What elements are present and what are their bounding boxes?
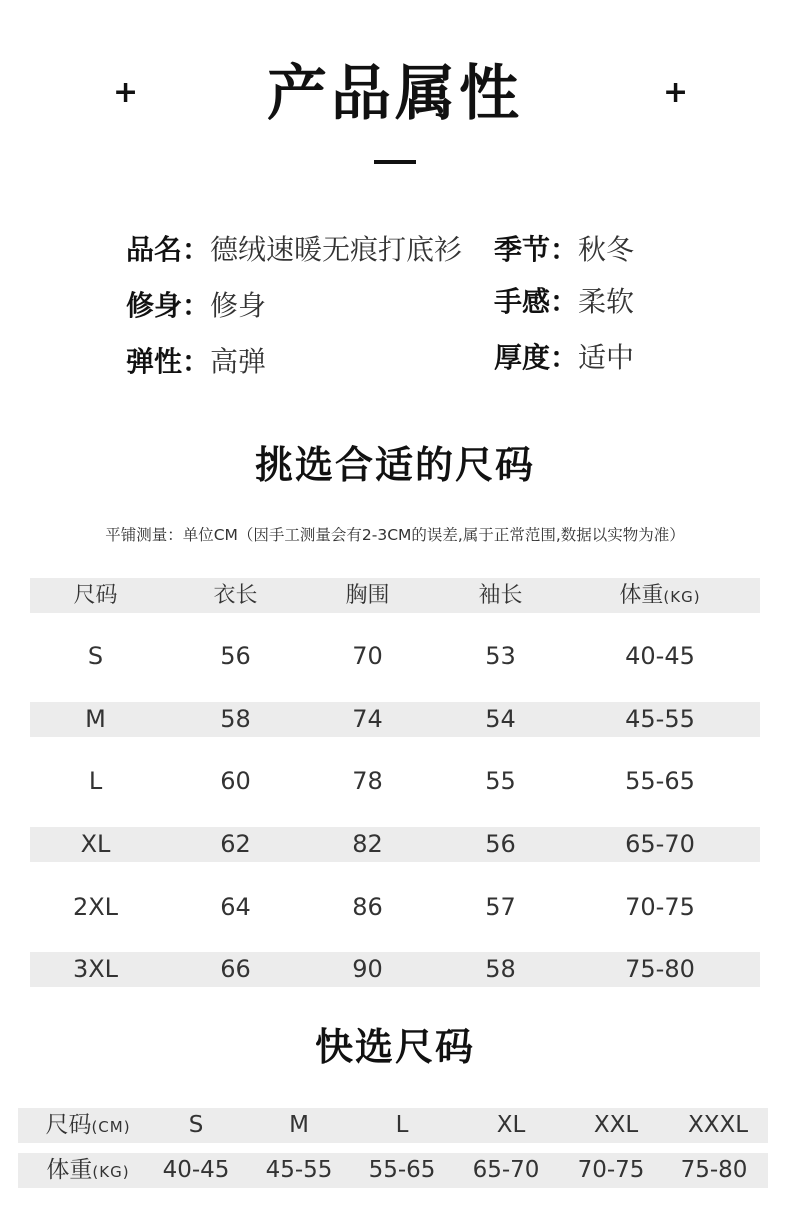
cell-chest: 82 xyxy=(352,830,383,858)
quick-size-cell: XL xyxy=(496,1112,526,1138)
cell-chest: 74 xyxy=(352,705,383,733)
attr-name xyxy=(126,230,462,270)
cell-weight: 45-55 xyxy=(625,705,695,733)
cell-weight: 70-75 xyxy=(625,893,695,921)
attr-label: 修身： xyxy=(126,289,211,322)
header-weight-unit: (KG) xyxy=(663,588,701,606)
cell-sleeve: 54 xyxy=(485,705,516,733)
attr-season xyxy=(494,230,634,270)
cell-weight: 75-80 xyxy=(625,955,695,983)
cell-sleeve: 58 xyxy=(485,955,516,983)
table-row xyxy=(30,639,760,674)
cell-size: S xyxy=(87,642,104,670)
measurement-note: 平铺测量：单位CM（因手工测量会有2-3CM的误差,属于正常范围,数据以实物为准） xyxy=(105,526,685,544)
cell-chest: 78 xyxy=(352,767,383,795)
quick-size-cell: L xyxy=(395,1112,409,1138)
cell-weight: 65-70 xyxy=(625,830,695,858)
cell-sleeve: 57 xyxy=(485,893,516,921)
cell-size: M xyxy=(85,705,106,733)
cell-length: 56 xyxy=(220,642,251,670)
header-weight xyxy=(590,578,730,613)
cell-size: 3XL xyxy=(72,955,119,983)
header-sleeve: 袖长 xyxy=(478,583,523,608)
page-title: 产品属性 xyxy=(267,59,523,129)
cell-sleeve: 55 xyxy=(485,767,516,795)
cell-chest: 86 xyxy=(352,893,383,921)
attr-value: 秋冬 xyxy=(578,233,635,266)
header-chest: 胸围 xyxy=(345,583,390,608)
attr-value: 修身 xyxy=(210,289,267,322)
cell-size: L xyxy=(88,767,103,795)
attr-label: 品名： xyxy=(126,233,211,266)
size-section-title: 挑选合适的尺码 xyxy=(254,443,535,487)
cell-weight: 40-45 xyxy=(625,642,695,670)
attr-value: 德绒速暖无痕打底衫 xyxy=(210,233,463,266)
attr-label: 手感： xyxy=(494,285,579,318)
attr-value: 高弹 xyxy=(210,345,267,378)
cell-length: 60 xyxy=(220,767,251,795)
attribute-list xyxy=(0,228,790,388)
quick-weight-cell: 45-55 xyxy=(265,1157,333,1183)
quick-weight-row xyxy=(18,1153,768,1188)
quick-size-label-text: 尺码 xyxy=(45,1112,92,1138)
title-divider xyxy=(374,160,416,164)
header-size: 尺码 xyxy=(73,583,118,608)
quick-size-unit: (CM) xyxy=(91,1118,131,1136)
table-row xyxy=(30,764,760,799)
table-header-row xyxy=(30,578,760,613)
quick-size-cell: M xyxy=(289,1112,309,1138)
attr-label: 弹性： xyxy=(126,345,211,378)
quick-weight-cell: 65-70 xyxy=(472,1157,540,1183)
quick-size-cell: XXXL xyxy=(687,1112,749,1138)
cell-sleeve: 53 xyxy=(485,642,516,670)
header-length: 衣长 xyxy=(213,583,258,608)
table-row xyxy=(30,952,760,987)
quick-weight-unit: (KG) xyxy=(92,1163,130,1181)
cell-weight: 55-65 xyxy=(625,767,695,795)
attr-fit xyxy=(126,286,266,326)
cell-length: 58 xyxy=(220,705,251,733)
cell-size: 2XL xyxy=(72,893,119,921)
quick-weight-cell: 70-75 xyxy=(577,1157,645,1183)
attr-feel xyxy=(494,282,634,322)
quick-weight-cell: 55-65 xyxy=(368,1157,436,1183)
plus-icon-right: + xyxy=(663,75,689,110)
quick-weight-label xyxy=(28,1153,148,1188)
header-weight-label: 体重 xyxy=(619,583,664,608)
cell-length: 62 xyxy=(220,830,251,858)
table-row xyxy=(30,827,760,862)
quick-weight-label-text: 体重 xyxy=(46,1157,93,1183)
attr-label: 厚度： xyxy=(494,341,579,374)
quick-weight-cell: 75-80 xyxy=(680,1157,748,1183)
table-row xyxy=(30,890,760,925)
quick-size-cell: S xyxy=(188,1112,204,1138)
table-row xyxy=(30,702,760,737)
cell-chest: 70 xyxy=(352,642,383,670)
cell-size: XL xyxy=(80,830,111,858)
cell-length: 66 xyxy=(220,955,251,983)
attr-thickness xyxy=(494,338,634,378)
attr-elasticity xyxy=(126,342,266,382)
plus-icon-left: + xyxy=(113,75,139,110)
quick-size-label xyxy=(28,1108,148,1143)
attr-value: 适中 xyxy=(578,341,635,374)
cell-sleeve: 56 xyxy=(485,830,516,858)
quick-size-cell: XXL xyxy=(593,1112,639,1138)
quick-weight-cell: 40-45 xyxy=(162,1157,230,1183)
attr-value: 柔软 xyxy=(578,285,635,318)
quick-size-row xyxy=(18,1108,768,1143)
attr-label: 季节： xyxy=(494,233,579,266)
cell-chest: 90 xyxy=(352,955,383,983)
cell-length: 64 xyxy=(220,893,251,921)
quick-section-title: 快选尺码 xyxy=(314,1025,475,1069)
